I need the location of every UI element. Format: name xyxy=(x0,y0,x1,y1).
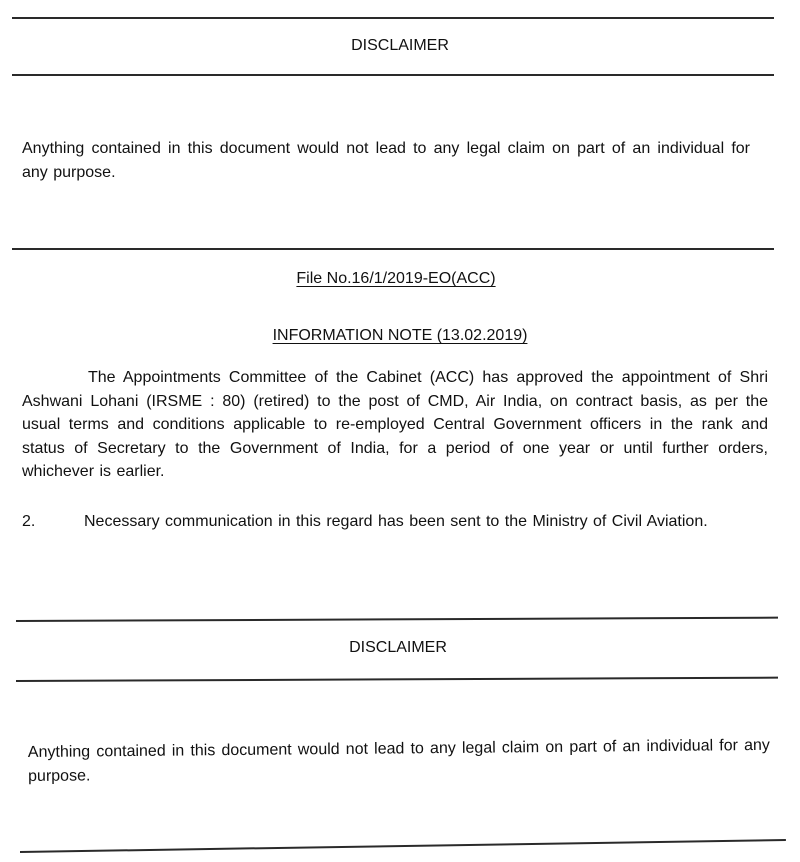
bottom-disclaimer-text: Anything contained in this document would not lead to any legal claim on part of an individual for any purpose. xyxy=(27,736,770,785)
section-rule xyxy=(12,248,774,250)
bottom-disclaimer-heading: DISCLAIMER xyxy=(349,639,447,656)
paragraph-1: The Appointments Committee of the Cabinet (ACC) has approved the appointment of Shri Ashwani Lohani (IRSME : 80) (retired) to the post of CMD, Air India, on contract basis, as per the usual terms and conditions applicable to re-employed Central Government officers in the rank and status of Secretary to the Government of India, for a period of one year or until further orders, whichever is earlier. xyxy=(22,369,768,480)
bottom-rule-3 xyxy=(20,839,786,853)
bottom-rule-1 xyxy=(16,617,778,622)
top-disclaimer-text: Anything contained in this document would not lead to any legal claim on part of an individual for any purpose. xyxy=(22,140,750,181)
paragraph-2 xyxy=(22,510,768,534)
file-number: File No.16/1/2019-EO(ACC) xyxy=(296,270,496,287)
bottom-rule-2 xyxy=(16,677,778,682)
top-disclaimer-heading: DISCLAIMER xyxy=(351,37,449,54)
paragraph-2-number: 2. xyxy=(22,513,36,530)
paragraph-2-text: Necessary communication in this regard has been sent to the Ministry of Civil Aviation. xyxy=(84,513,708,530)
top-rule-1 xyxy=(12,17,774,19)
information-note-title: INFORMATION NOTE (13.02.2019) xyxy=(272,327,528,344)
top-rule-2 xyxy=(12,74,774,76)
